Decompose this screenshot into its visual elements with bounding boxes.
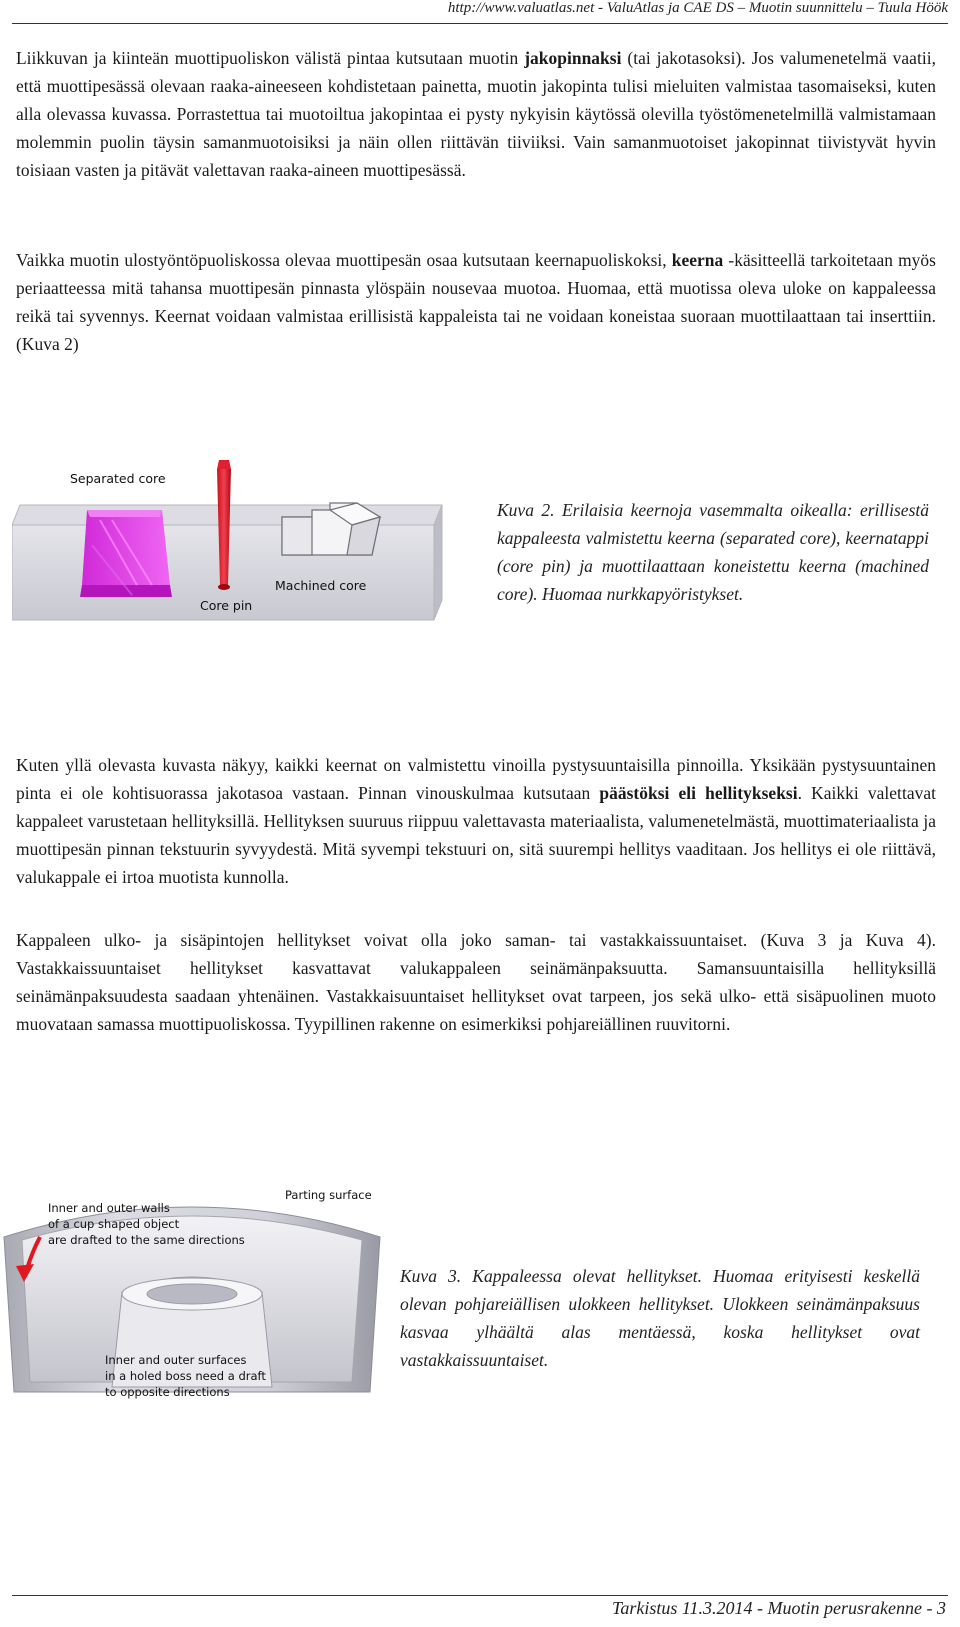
label-boss-2: in a holed boss need a draft [105,1369,266,1383]
caption-figure-3: Kuva 3. Kappaleessa olevat hellitykset. Huomaa erityisesti keskellä olevan pohjareiällisen ulokkeen hellitykset. Ulokkeen seinämänpaksuus kasvaa ylhäältä alas mentäessä, koska hellitykset ovat vastakkaissuuntaiset. [400,1266,920,1370]
page-header: http://www.valuatlas.net - ValuAtlas ja CAE DS – Muotin suunnittelu – Tuula Höök [447,0,948,16]
term-keerna: keerna [671,250,724,270]
label-parting-surface: Parting surface [285,1188,372,1202]
paragraph-parting-surface: Liikkuvan ja kiinteän muottipuoliskon välistä pintaa kutsutaan muotin jakopinnaksi (tai jakotasoksi). Jos valumenetelmä vaatii, että muottipesässä olevaan raaka-aineeseen kohdistetaan painetta, muotin jakopinta tulisi mieluiten valmistaa tasomaiseksi, kuten alla olevassa kuvassa. Porrastettua tai muotoiltua jakopintaa ei pysty nykyisin käytössä olevilla työstömenetelmillä valmistamaan molemmin puolin täysin samanmuotoisiksi ja näin ollen riittävän tiiviiksi. Vain samanmuotoiset jakopinnat tiivistyvät hyvin toisiaan vasten ja pitävät valettavan raaka-aineen muottipesässä. [16,48,936,180]
paragraph-draft: Kuten yllä olevasta kuvasta näkyy, kaikki keernat on valmistettu vinoilla pystysuuntaisilla pinnoilla. Yksikään pystysuuntainen pinta ei ole kohtisuorassa jakotasoa vastaan. Pinnan vinouskulmaa kutsutaan päästöksi eli hellitykseksi. Kaikki valettavat kappaleet varustetaan hellityksillä. Hellityksen suuruus riippuu valettavasta materiaalista, valumenetelmästä, muottimateriaalista ja muottipesän pinnan tekstuurin syvyydestä. Mitä syvempi tekstuuri on, sitä suurempi hellitys vaaditaan. Jos hellitys ei ole riittävä, valukappale ei irtoa muotista kunnolla. [16,755,936,887]
label-cup-walls-3: are drafted to the same directions [48,1233,245,1247]
paragraph-draft-directions: Kappaleen ulko- ja sisäpintojen hellitykset voivat olla joko saman- tai vastakkaissuuntaiset. (Kuva 3 ja Kuva 4). Vastakkaissuuntaiset hellitykset kasvattavat valukappaleen seinämänpaksuutta. Samansuuntaisilla hellityksillä seinämänpaksuudesta saadaan yhtenäinen. Vastakkaisuuntaiset hellitykset ovat tarpeen, jos sekä ulko- että sisäpuolinen muoto muovataan samassa muottipuoliskossa. Tyypillinen rakenne on esimerkiksi pohjareiällinen ruuvitorni. [16,930,936,1034]
label-boss-1: Inner and outer surfaces [105,1353,247,1367]
label-boss-3: to opposite directions [105,1385,230,1399]
caption-figure-2: Kuva 2. Erilaisia keernoja vasemmalta oikealla: erillisestä kappaleesta valmistettu keerna (separated core), keernatappi (core pin) ja muottilaattaan koneistettu keerna (machined core). Huomaa nurkkapyöristykset. [497,500,929,604]
label-cup-walls-2: of a cup shaped object [48,1217,180,1231]
footer-rule [12,1595,948,1596]
separated-core [80,510,172,597]
label-cup-walls-1: Inner and outer walls [48,1201,170,1215]
term-jakopinta: jakopinnaksi [524,48,622,68]
term-hellitys: päästöksi eli hellitykseksi [599,783,798,803]
figure-2-cores [12,455,482,640]
label-core-pin: Core pin [200,598,253,613]
label-machined-core: Machined core [275,578,367,593]
page-footer: Tarkistus 11.3.2014 - Muotin perusrakenne - 3 [612,1598,946,1618]
figure-3-drafts [2,1182,392,1407]
paragraph-core: Vaikka muotin ulostyöntöpuoliskossa olevaa muottipesän osaa kutsutaan keernapuoliskoksi, keerna -käsitteellä tarkoitetaan myös periaatteessa mitä tahansa muottipesän pinnasta ylöspäin nousevaa muotoa. Huomaa, että muotissa oleva uloke on kappaleessa reikä tai syvennys. Keernat voidaan valmistaa erillisistä kappaleista tai ne voidaan koneistaa suoraan muottilaattaan tai inserttiin. (Kuva 2) [16,250,936,354]
label-separated-core: Separated core [70,471,166,486]
header-rule [12,23,948,24]
